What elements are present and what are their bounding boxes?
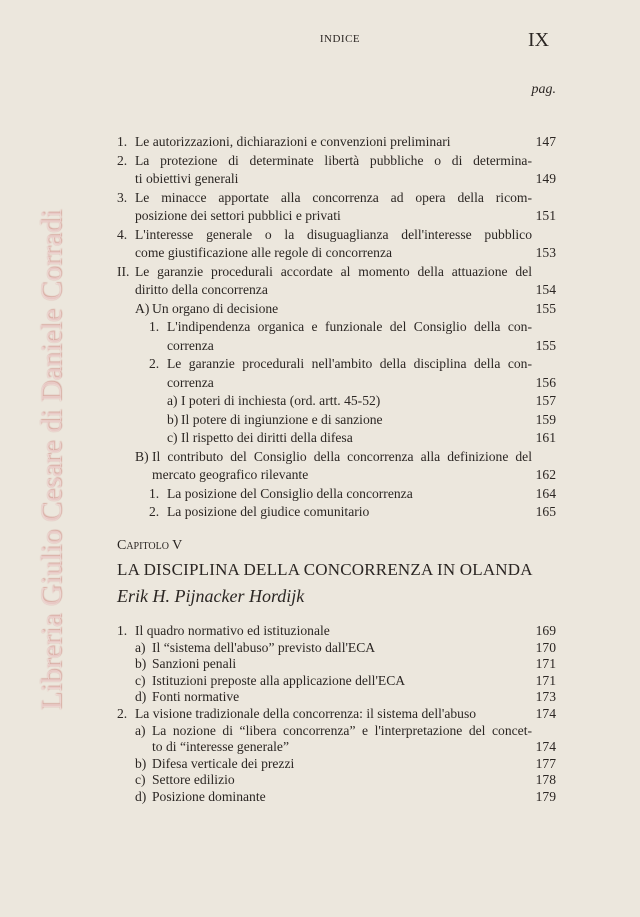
page-column-label: pag. [531,82,556,97]
toc-entry-text: La visione tradizionale della concorrenza: il sistema dell'abuso [135,706,477,721]
toc-entry-text: Settore edilizio [152,772,235,788]
toc-entry-text: Il quadro normativo ed istituzionale [135,623,330,638]
toc-entry-number: d) [135,689,147,705]
toc-entry-page: 164 [535,485,556,501]
toc-entry-page: 173 [535,689,556,705]
toc-entry-number: B) [135,448,149,464]
toc-entry-text: posizione dei settori pubblici e privati [135,208,341,223]
toc-entry-page: 153 [535,245,556,260]
toc-entry-text: Il potere di ingiunzione e di sanzione [181,411,383,427]
toc-entry-number: d) [135,789,147,804]
toc-entry-text: Fonti normative [152,689,240,705]
toc-entry-number: 2. [117,706,128,721]
toc-entry-text: La posizione del Consiglio della concorrenza [167,485,413,501]
toc-entry-page: 149 [535,171,556,186]
toc-entry-text: Un organo di decisione [152,300,279,316]
toc-entry-number: 1. [149,319,160,334]
toc-entry-text: L'interesse generale o la disuguaglianza dell'interesse pubblico [135,226,532,242]
toc-entry-number: 1. [149,485,160,501]
toc-entry-number: II. [117,263,130,279]
toc-entry-text: Il rispetto dei diritti della difesa [181,430,353,445]
toc-entry-number: 2. [117,152,128,168]
toc-entry-text: ti obiettivi generali [135,171,239,186]
toc-entry-number: b) [135,656,147,672]
toc-entry-text: La nozione di “libera concorrenza” e l'interpretazione del concet- [152,722,532,738]
chapter-author: Erik H. Pijnacker Hordijk [117,586,305,606]
toc-entry-number: b) [135,755,147,771]
toc-entry-text: Istituzioni preposte alla applicazione dell'ECA [152,672,406,688]
toc-entry-number: c) [167,430,178,445]
toc-entry-page: 156 [535,374,556,390]
toc-entry-text: correnza [167,337,214,353]
toc-entry-page: 162 [535,467,556,482]
toc-entry-page: 171 [535,672,556,688]
toc-entry-page: 178 [535,772,556,788]
toc-entry-text: Difesa verticale dei prezzi [152,755,295,771]
toc-entry-text: to di “interesse generale” [152,739,289,755]
toc-entry-page: 151 [535,208,556,223]
toc-entry-text: La posizione del giudice comunitario [167,504,370,519]
toc-entry-page: 165 [535,504,556,519]
toc-entry-number: 2. [149,504,160,519]
toc-entry-page: 159 [535,411,556,427]
toc-entry-page: 154 [535,282,556,297]
chapter-title: LA DISCIPLINA DELLA CONCORRENZA IN OLANDA [117,560,533,579]
toc-entry-number: a) [167,393,178,408]
watermark: Libreria Giulio Cesare di Daniele Corradi [35,209,68,711]
page-number: IX [528,29,550,51]
toc-entry-number: 2. [149,356,160,371]
toc-entry-text: Le garanzie procedurali nell'ambito della disciplina della con- [167,356,532,371]
toc-entry-page: 147 [535,134,556,149]
toc-entry-number: c) [135,672,146,688]
toc-entry-page: 155 [535,337,556,353]
toc-entry-page: 174 [535,706,556,721]
toc-entry-text: Le minacce apportate alla concorrenza ad opera della ricom- [135,189,532,205]
toc-entry-text: correnza [167,374,214,390]
toc-entry-text: diritto della concorrenza [135,282,268,297]
toc-entry-number: a) [135,639,146,655]
toc-entry-page: 179 [535,789,556,804]
toc-entry-number: A) [135,300,150,316]
toc-entry-number: a) [135,722,146,738]
toc-entry-number: 3. [117,189,128,205]
toc-entry-text: I poteri di inchiesta (ord. artt. 45-52) [181,393,381,408]
toc-entry-page: 155 [535,300,556,316]
toc-entry-number: 1. [117,134,128,149]
toc-entry-text: Il “sistema dell'abuso” previsto dall'ECA [152,639,376,655]
toc-entry-number: 1. [117,623,128,638]
toc-entry-number: 4. [117,226,128,242]
toc-entry-number: c) [135,772,146,788]
toc-entry-page: 171 [535,656,556,672]
toc-entry-text: Le autorizzazioni, dichiarazioni e convenzioni preliminari [135,134,451,149]
toc-entry-page: 157 [535,393,556,408]
toc-entry-page: 174 [535,739,556,755]
toc-entry-text: mercato geografico rilevante [152,467,309,482]
toc-entry-text: La protezione di determinate libertà pubbliche o di determina- [135,152,532,168]
toc-entry-page: 169 [535,623,556,638]
toc-entry-page: 170 [535,639,556,655]
toc-entry-text: Le garanzie procedurali accordate al momento della attuazione del [135,263,532,279]
toc-entry-text: Sanzioni penali [152,656,237,672]
toc-entry-number: b) [167,411,179,427]
toc-entry-text: Posizione dominante [152,789,266,804]
toc-entry-text: Il contributo del Consiglio della concorrenza alla definizione del [152,448,532,464]
chapter-label: Capitolo V [117,538,183,553]
running-header-title: INDICE [319,33,361,45]
toc-entry-text: L'indipendenza organica e funzionale del Consiglio della con- [167,319,532,334]
toc-entry-page: 177 [535,755,556,771]
toc-entry-text: come giustificazione alle regole di concorrenza [135,245,393,260]
toc-entry-page: 161 [535,430,556,445]
